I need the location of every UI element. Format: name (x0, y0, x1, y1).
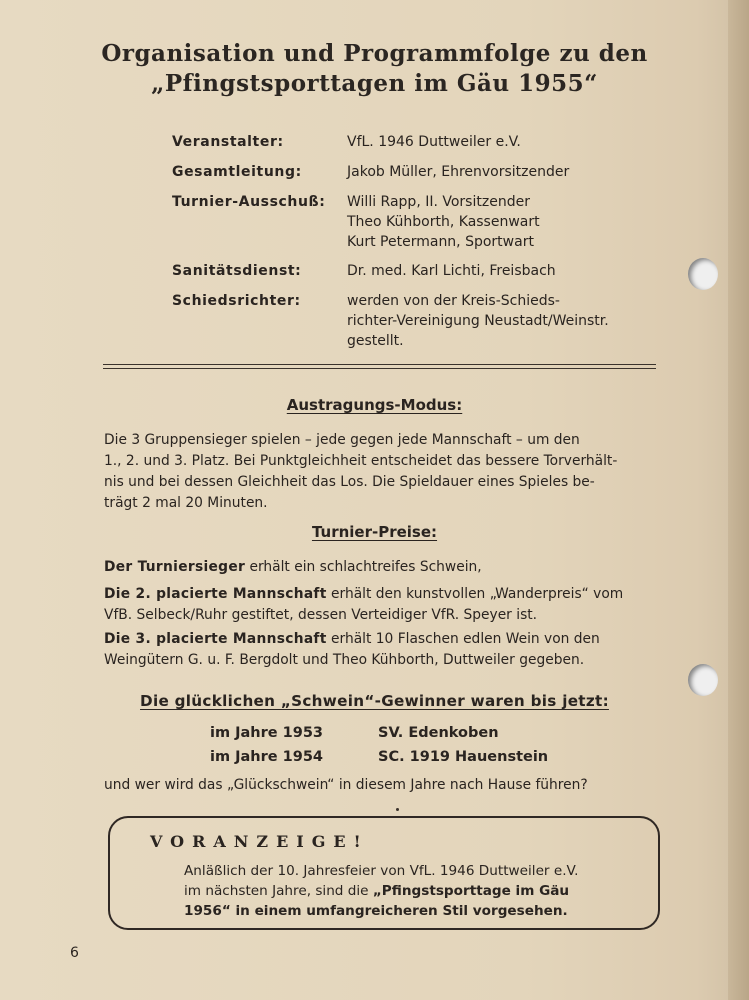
voranzeige-box (108, 816, 660, 930)
gewinner-question: und wer wird das „Glückschwein“ in diesem Jahre nach Hause führen? (104, 777, 588, 793)
preis-3-bold: Die 3. placierte Mannschaft (104, 631, 327, 647)
org-value: gestellt. (347, 333, 404, 349)
org-value: VfL. 1946 Duttweiler e.V. (347, 134, 521, 150)
org-value: Willi Rapp, II. Vorsitzender (347, 194, 530, 210)
org-label: Turnier-Ausschuß: (172, 194, 326, 210)
voranzeige-heading: VORANZEIGE! (150, 832, 369, 851)
gewinner-club: SV. Edenkoben (378, 725, 499, 741)
voranzeige-text (184, 861, 578, 921)
modus-line: 1., 2. und 3. Platz. Bei Punktgleichheit entscheidet das bessere Torverhält- (104, 453, 618, 469)
title-line-1: Organisation und Programmfolge zu den (101, 40, 648, 67)
modus-line: trägt 2 mal 20 Minuten. (104, 495, 268, 511)
org-value: Theo Kühborth, Kassenwart (347, 214, 540, 230)
preis-2-bold: Die 2. placierte Mannschaft (104, 586, 327, 602)
org-value: richter-Vereinigung Neustadt/Weinstr. (347, 313, 609, 329)
preis-3-text: erhält 10 Flaschen edlen Wein von den (326, 631, 600, 647)
punch-hole (688, 258, 718, 290)
divider-rule (103, 368, 656, 369)
org-value: Jakob Müller, Ehrenvorsitzender (347, 164, 570, 180)
ink-dot (396, 808, 399, 811)
preis-3 (104, 629, 657, 671)
gewinner-question-block (104, 775, 657, 796)
modus-text (104, 430, 657, 514)
page-number: 6 (70, 945, 79, 961)
gewinner-club: SC. 1919 Hauenstein (378, 749, 549, 765)
modus-line: Die 3 Gruppensieger spielen – jede gegen jede Mannschaft – um den (104, 432, 580, 448)
modus-heading: Austragungs-Modus: (286, 396, 463, 414)
org-label: Gesamtleitung: (172, 164, 302, 180)
gewinner-heading: Die glücklichen „Schwein“-Gewinner waren bis jetzt: (140, 692, 609, 710)
preise-heading: Turnier-Preise: (311, 523, 438, 541)
preis-1 (104, 557, 657, 578)
gewinner-year: im Jahre 1954 (210, 749, 324, 765)
preis-2-line2: VfB. Selbeck/Ruhr gestiftet, dessen Verteidiger VfR. Speyer ist. (104, 607, 538, 623)
title-line-2: „Pfingstsporttagen im Gäu 1955“ (151, 70, 598, 97)
page-edge (728, 0, 749, 1000)
org-value: Dr. med. Karl Lichti, Freisbach (347, 263, 556, 279)
preis-1-text: erhält ein schlachtreifes Schwein, (245, 559, 482, 575)
org-label: Veranstalter: (172, 134, 284, 150)
voranzeige-line-2: im nächsten Jahre, sind die (184, 883, 373, 899)
voranzeige-line-3: 1956“ in einem umfangreicheren Stil vorgesehen. (184, 903, 568, 919)
org-value: werden von der Kreis-Schieds- (347, 293, 560, 309)
org-label: Sanitätsdienst: (172, 263, 302, 279)
org-value: Kurt Petermann, Sportwart (347, 234, 534, 250)
gewinner-year: im Jahre 1953 (210, 725, 324, 741)
preis-2 (104, 584, 657, 626)
modus-line: nis und bei dessen Gleichheit das Los. Die Spieldauer eines Spieles be- (104, 474, 595, 490)
org-label: Schiedsrichter: (172, 293, 301, 309)
voranzeige-line-1: Anläßlich der 10. Jahresfeier von VfL. 1946 Duttweiler e.V. (184, 863, 579, 879)
preis-1-bold: Der Turniersieger (104, 559, 246, 575)
preis-3-line2: Weingütern G. u. F. Bergdolt und Theo Kühborth, Duttweiler gegeben. (104, 652, 585, 668)
voranzeige-line-2-bold: „Pfingstsporttage im Gäu (372, 883, 570, 899)
divider-rule (103, 364, 656, 365)
preis-2-text: erhält den kunstvollen „Wanderpreis“ vom (326, 586, 624, 602)
